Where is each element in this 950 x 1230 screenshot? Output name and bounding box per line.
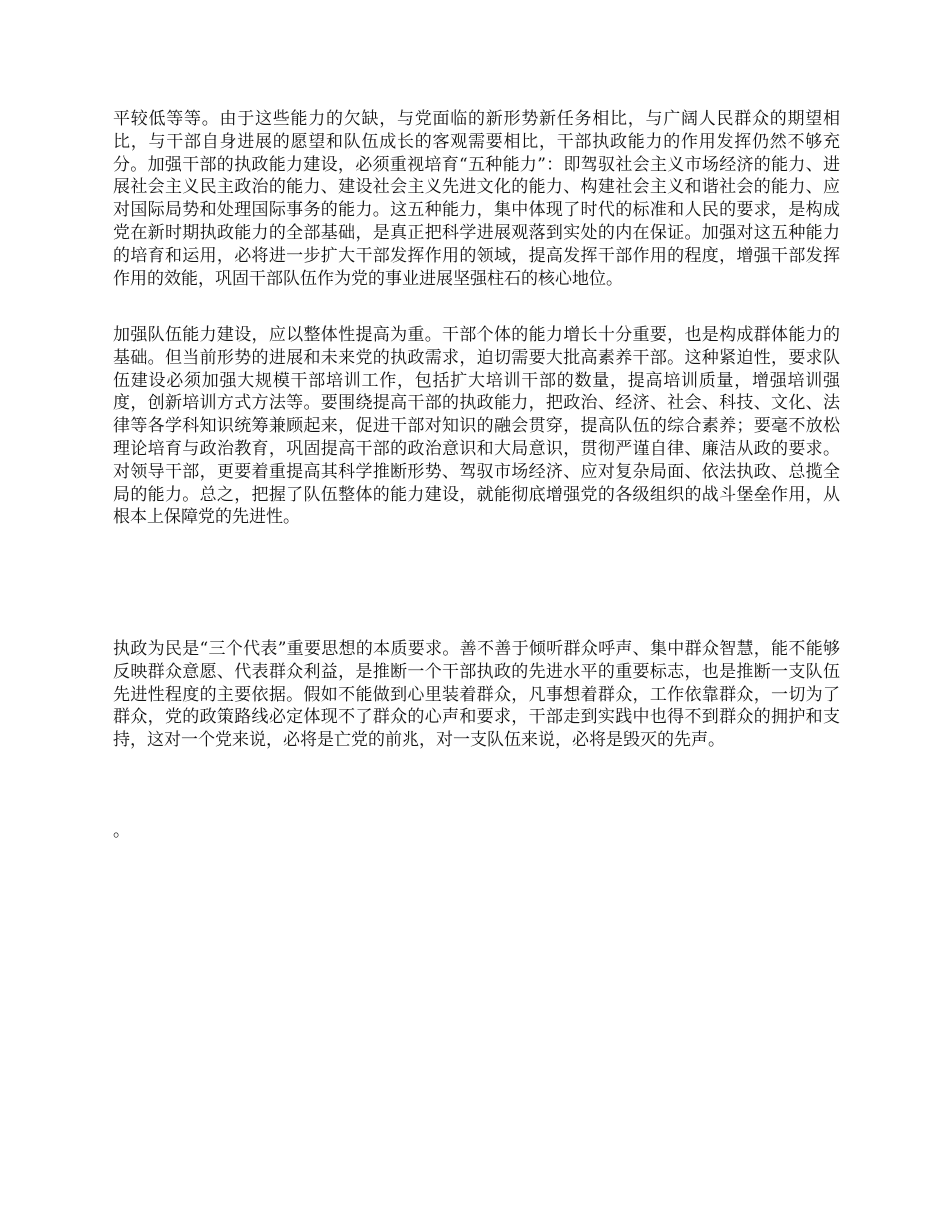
paragraph-4: 。 — [113, 821, 130, 841]
paragraph-2: 加强队伍能力建设，应以整体性提高为重。干部个体的能力增长十分重要，也是构成群体能力的基础。但当前形势的进展和未来党的执政需求，迫切需要大批高素养干部。这种紧迫性，要求队伍建设必须加强大规模干部培训工作，包括扩大培训干部的数量，提高培训质量，增强培训强度，创新培训方式方法等。要围绕提高干部的执政能力，把政治、经济、社会、科技、文化、法律等各学科知识统筹兼顾起来，促进干部对知识的融会贯穿，提高队伍的综合素养；要毫不放松理论培育与政治教育，巩固提高干部的政治意识和大局意识，贯彻严谨自律、廉洁从政的要求。对领导干部，更要着重提高其科学推断形势、驾驭市场经济、应对复杂局面、依法执政、总揽全局的能力。总之，把握了队伍整体的能力建设，就能彻底增强党的各级组织的战斗堡垒作用，从根本上保障党的先进性。 — [113, 325, 840, 528]
paragraph-3: 执政为民是“三个代表”重要思想的本质要求。善不善于倾听群众呼声、集中群众智慧，能不能够反映群众意愿、代表群众利益，是推断一个干部执政的先进水平的重要标志，也是推断一支队伍先进性程度的主要依据。假如不能做到心里装着群众，凡事想着群众，工作依靠群众，一切为了群众，党的政策路线必定体现不了群众的心声和要求，干部走到实践中也得不到群众的拥护和支持，这对一个党来说，必将是亡党的前兆，对一支队伍来说，必将是毁灭的先声。 — [113, 639, 840, 751]
paragraph-1: 平较低等等。由于这些能力的欠缺，与党面临的新形势新任务相比，与广阔人民群众的期望相比，与干部自身进展的愿望和队伍成长的客观需要相比，干部执政能力的作用发挥仍然不够充分。加强干部的执政能力建设，必须重视培育“五种能力”：即驾驭社会主义市场经济的能力、进展社会主义民主政治的能力、建设社会主义先进文化的能力、构建社会主义和谐社会的能力、应对国际局势和处理国际事务的能力。这五种能力，集中体现了时代的标准和人民的要求，是构成党在新时期执政能力的全部基础，是真正把科学进展观落到实处的内在保证。加强对这五种能力的培育和运用，必将进一步扩大干部发挥作用的领域，提高发挥干部作用的程度，增强干部发挥作用的效能，巩固干部队伍作为党的事业进展坚强柱石的核心地位。 — [113, 109, 840, 289]
